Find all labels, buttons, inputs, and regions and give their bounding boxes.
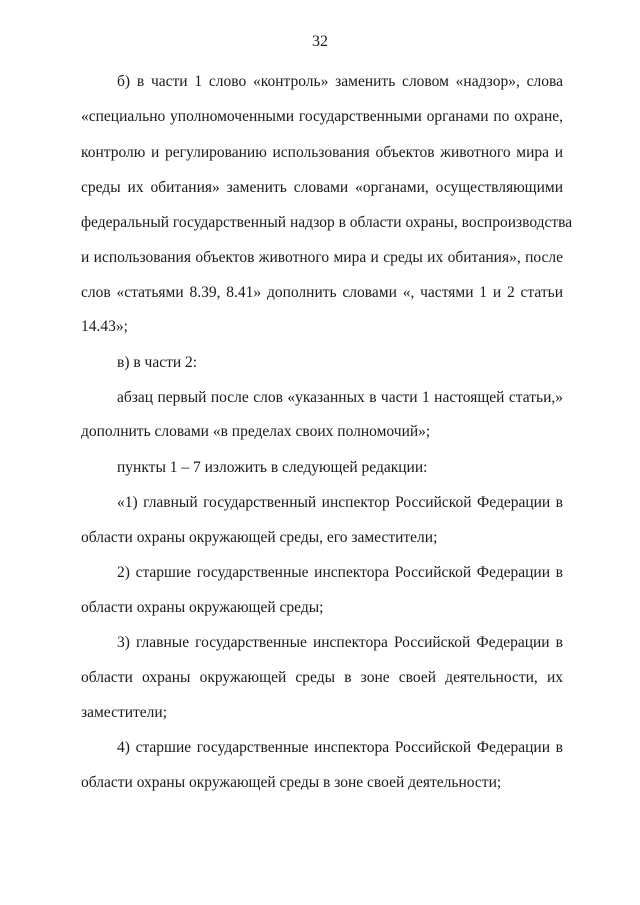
text-line: слов «статьями 8.39, 8.41» дополнить словами «, частями 1 и 2 статьи <box>81 284 563 301</box>
text-line: области охраны окружающей среды, его заместители; <box>81 529 438 546</box>
text-line: области охраны окружающей среды; <box>81 599 324 616</box>
text-line: области охраны окружающей среды в зоне своей деятельности; <box>81 774 502 791</box>
text-line: 4) старшие государственные инспектора Российской Федерации в <box>117 739 563 756</box>
text-line: дополнить словами «в пределах своих полномочий»; <box>81 423 431 440</box>
text-line: среды их обитания» заменить словами «органами, осуществляющими <box>81 179 563 196</box>
text-line: области охраны окружающей среды в зоне своей деятельности, их <box>81 669 563 686</box>
text-line: 14.43»; <box>81 318 128 335</box>
text-line: и использования объектов животного мира и среды их обитания», после <box>81 249 563 266</box>
text-line: пункты 1 – 7 изложить в следующей редакции: <box>117 459 428 476</box>
text-line: 3) главные государственные инспектора Российской Федерации в <box>117 634 563 651</box>
page-number: 32 <box>312 33 328 50</box>
text-line: 2) старшие государственные инспектора Российской Федерации в <box>117 564 563 581</box>
text-line: «1) главный государственный инспектор Российской Федерации в <box>117 494 563 511</box>
text-line: контролю и регулированию использования объектов животного мира и <box>81 144 563 161</box>
text-line: заместители; <box>81 704 168 721</box>
text-line: в) в части 2: <box>117 354 198 371</box>
text-line: «специально уполномоченными государственными органами по охране, <box>81 108 563 125</box>
text-line: федеральный государственный надзор в области охраны, воспроизводства <box>81 214 573 231</box>
text-line: б) в части 1 слово «контроль» заменить словом «надзор», слова <box>117 73 563 90</box>
text-line: абзац первый после слов «указанных в части 1 настоящей статьи,» <box>117 389 563 406</box>
